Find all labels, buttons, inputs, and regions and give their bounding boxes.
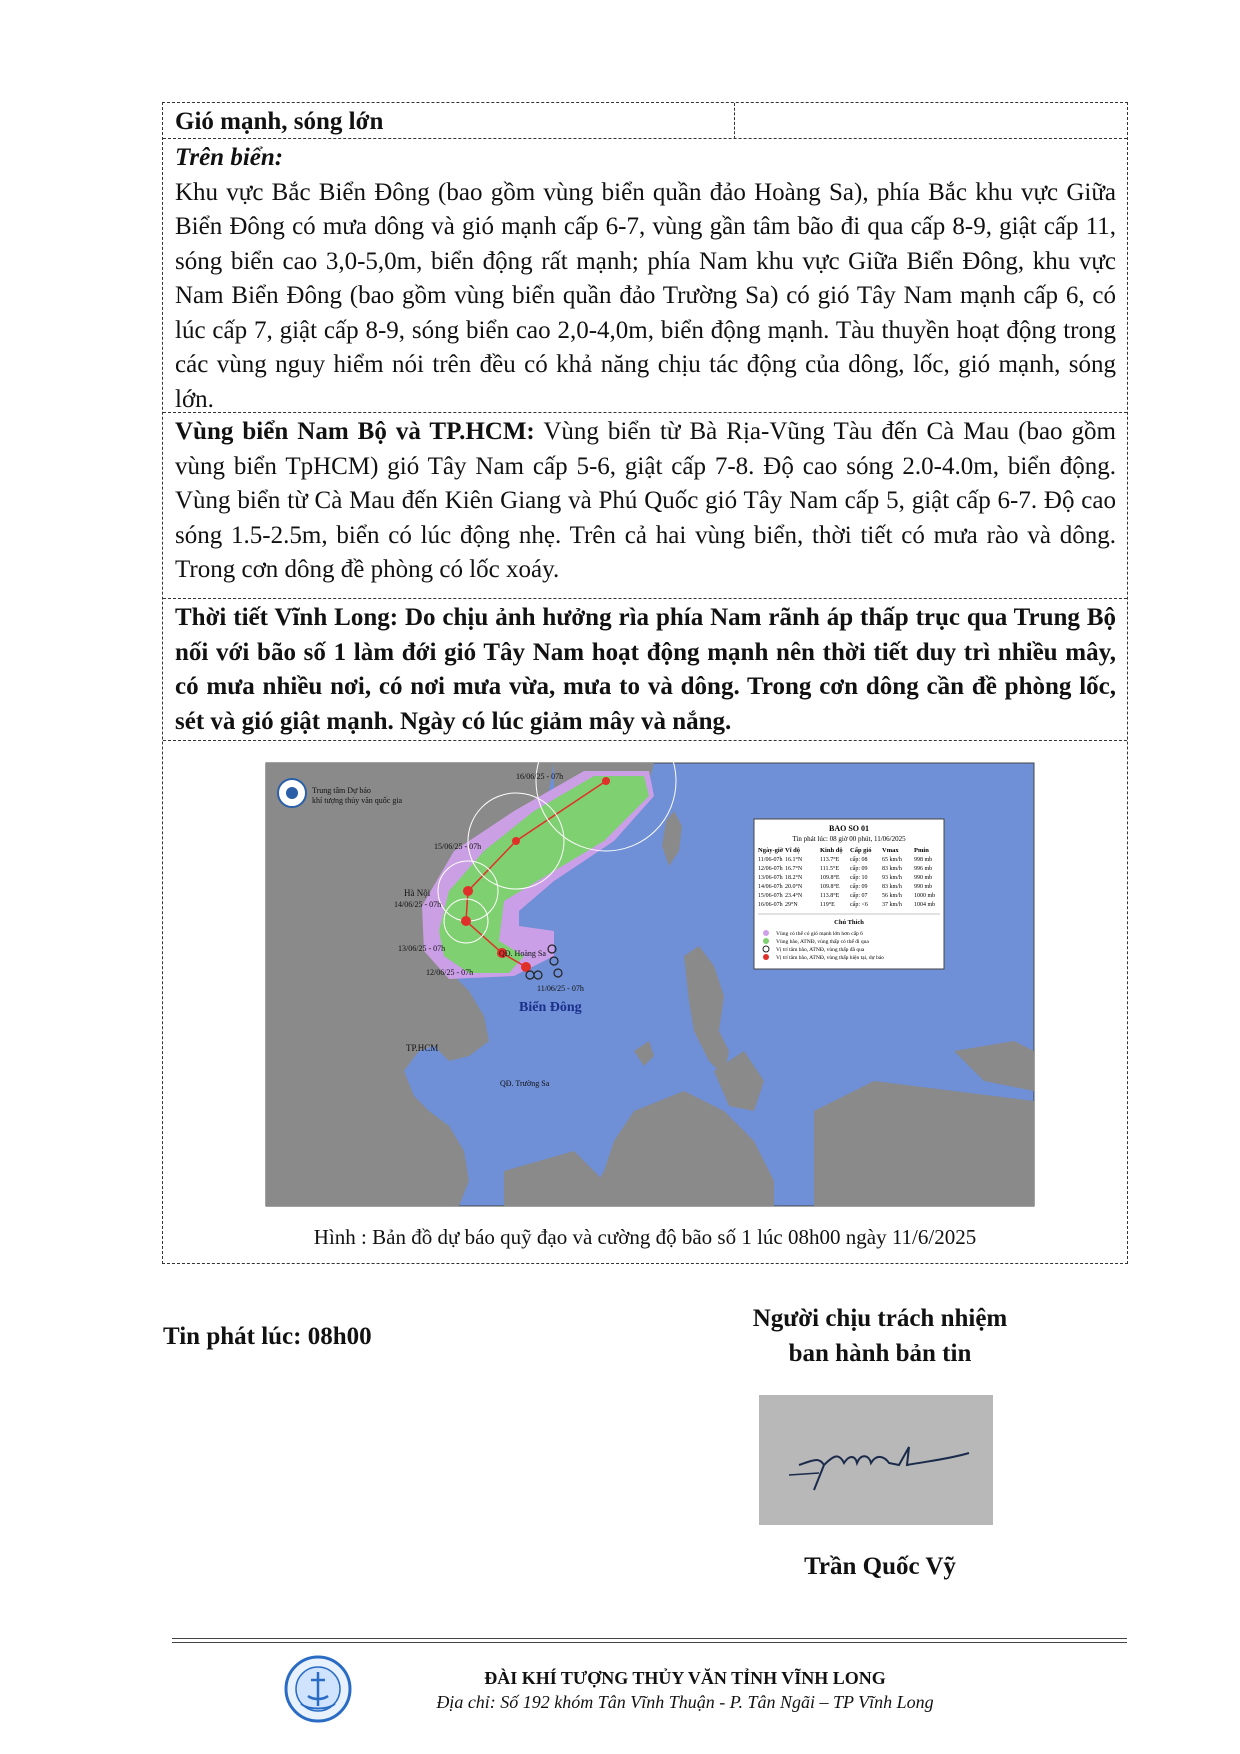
info-cell: 83 km/h — [882, 866, 902, 872]
legend-item: Vị trí tâm bão, ATNĐ, vùng thấp hiện tại, dự báo — [776, 955, 884, 961]
info-cell: 18.2°N — [785, 875, 803, 881]
info-cell: 23.4°N — [785, 893, 803, 899]
info-cell: 83 km/h — [882, 884, 902, 890]
footer-divider — [172, 1642, 1127, 1643]
info-cell: 16.1°N — [785, 857, 803, 863]
info-cell: cấp: 08 — [850, 857, 868, 863]
responsible-line-2: ban hành bản tin — [788, 1340, 972, 1367]
info-issued: Tin phát lúc: 08 giờ 00 phút, 11/06/2025 — [792, 835, 906, 843]
label-hcm: TP.HCM — [406, 1043, 439, 1053]
label-truongsa: QĐ. Trường Sa — [500, 1079, 550, 1088]
info-cell: 998 mb — [914, 857, 933, 863]
legend-item: Vùng bão, ATNĐ, vùng thấp có thể đi qua — [776, 939, 869, 945]
info-cell: 11/06-07h — [758, 857, 783, 863]
label-d13: 13/06/25 - 07h — [398, 944, 446, 953]
info-cell: 111.5°E — [820, 866, 840, 872]
info-cell: 15/06-07h — [758, 893, 783, 899]
map-caption: Hình : Bản đồ dự báo quỹ đạo và cường độ bão số 1 lúc 08h00 ngày 11/6/2025 — [313, 1225, 977, 1249]
south-body: Vùng biển từ Bà Rịa-Vũng Tàu đến Cà Mau (bao gồm vùng biển TpHCM) gió Tây Nam cấp 5-6, giật cấp 7-8. Độ cao sóng 2.0-4.0m, biển động. Vùng biển từ Cà Mau đến Kiên Giang và Phú Quốc gió Tây Nam cấp 5, giật cấp 6-7. Độ cao sóng 1.5-2.5m, biển có lúc động nhẹ. Trên cả hai vùng biển, thời tiết có mưa rào và dông. Trong cơn dông đề phòng có lốc xoáy. — [175, 418, 1117, 583]
label-biendong: Biển Đông — [519, 1000, 582, 1015]
info-cell: cấp: 09 — [850, 884, 868, 890]
info-cell: 12/06-07h — [758, 866, 783, 872]
info-cell: 1000 mb — [914, 893, 936, 899]
info-header: Pmin — [914, 847, 929, 854]
info-cell: 16/06-07h — [758, 902, 783, 908]
label-hanoi: Hà Nội — [404, 888, 431, 898]
footer-address: Địa chỉ: Số 192 khóm Tân Vĩnh Thuận - P. Tân Ngãi – TP Vĩnh Long — [436, 1692, 934, 1712]
info-cell: 990 mb — [914, 884, 933, 890]
info-cell: 20.0°N — [785, 884, 803, 890]
label-d14: 14/06/25 - 07h — [394, 900, 442, 909]
map-org-line2: khí tượng thủy văn quốc gia — [312, 796, 403, 805]
footer-divider — [172, 1638, 1127, 1639]
info-cell: 109.8°E — [820, 884, 840, 890]
info-cell: 119°E — [820, 902, 835, 908]
info-cell: cấp: 10 — [850, 875, 868, 881]
info-cell: 14/06-07h — [758, 884, 783, 890]
info-title: BAO SO 01 — [828, 824, 870, 833]
info-cell: 93 km/h — [882, 875, 902, 881]
legend-item: Vùng có thể có gió mạnh lớn hơn cấp 6 — [776, 931, 863, 937]
info-cell: 996 mb — [914, 866, 933, 872]
legend-title: Chú Thích — [834, 919, 864, 926]
bulletin-table — [162, 102, 1128, 1264]
label-d11: 11/06/25 - 07h — [537, 984, 584, 993]
label-d15: 15/06/25 - 07h — [434, 842, 482, 851]
info-cell: cấp: 09 — [850, 866, 868, 872]
info-header: Cấp gió — [850, 847, 872, 854]
row-title: Gió mạnh, sóng lớn — [175, 108, 384, 135]
info-cell: 13/06-07h — [758, 875, 783, 881]
info-cell: cấp: <6 — [850, 902, 868, 908]
info-cell: 1004 mb — [914, 902, 936, 908]
org-logo-icon — [283, 1654, 353, 1724]
info-cell: 990 mb — [914, 875, 933, 881]
storm-track-map — [254, 751, 1047, 1218]
issue-time: Tin phát lúc: 08h00 — [163, 1323, 372, 1350]
info-header: Vmax — [882, 847, 899, 854]
info-cell: 16.7°N — [785, 866, 803, 872]
table-row — [163, 103, 1127, 139]
sea-body: Khu vực Bắc Biển Đông (bao gồm vùng biển quần đảo Hoàng Sa), phía Bắc khu vực Giữa Biển Đông có mưa dông và gió mạnh cấp 6-7, vùng gần tâm bão đi qua cấp 8-9, giật cấp 11, sóng biển cao 3,0-5,0m, biển động rất mạnh; phía Nam khu vực Giữa Biển Đông, khu vực Nam Biển Đông (bao gồm vùng biển quần đảo Trường Sa) có gió Tây Nam mạnh cấp 6, có lúc cấp 7, giật cấp 8-9, sóng biển cao 2,0-4,0m, biển động mạnh. Tàu thuyền hoạt động trong các vùng nguy hiểm nói trên đều có khả năng chịu tác động của dông, lốc, gió mạnh, sóng lớn. — [175, 178, 1116, 413]
signature-image — [759, 1395, 993, 1525]
info-cell: 56 km/h — [882, 893, 902, 899]
responsible-line-1: Người chịu trách nhiệm — [752, 1305, 1008, 1332]
info-cell: 29°N — [785, 902, 798, 908]
info-header: Kinh độ — [820, 847, 843, 854]
info-cell: cấp: 07 — [850, 893, 868, 899]
table-row — [163, 599, 1127, 741]
table-row — [163, 413, 1127, 599]
signer-name: Trần Quốc Vỹ — [804, 1553, 956, 1580]
table-row — [163, 139, 1127, 413]
label-hoangsa: QĐ. Hoàng Sa — [499, 949, 546, 958]
south-heading: Vùng biển Nam Bộ và TP.HCM: — [175, 418, 535, 445]
footer-org-name: ĐÀI KHÍ TƯỢNG THỦY VĂN TỈNH VĨNH LONG — [484, 1668, 886, 1688]
info-cell: 65 km/h — [882, 857, 902, 863]
label-d16: 16/06/25 - 07h — [516, 772, 564, 781]
legend-item: Vị trí tâm bão, ATNĐ, vùng thấp đã qua — [776, 947, 865, 953]
map-org-line1: Trung tâm Dự báo — [312, 786, 371, 795]
sea-heading: Trên biển: — [175, 144, 284, 171]
info-cell: 109.8°E — [820, 875, 840, 881]
info-header: Ngày-giờ — [758, 847, 784, 854]
info-cell: 113.8°E — [820, 893, 840, 899]
info-cell: 113.7°E — [820, 857, 840, 863]
info-header: Vĩ độ — [785, 847, 800, 854]
info-cell: 37 km/h — [882, 902, 902, 908]
label-d12: 12/06/25 - 07h — [426, 968, 474, 977]
vinhlong-weather: Thời tiết Vĩnh Long: Do chịu ảnh hưởng rìa phía Nam rãnh áp thấp trục qua Trung Bộ nối với bão số 1 làm đới gió Tây Nam hoạt động mạnh nên thời tiết duy trì nhiều mây, có mưa nhiều nơi, có nơi mưa vừa, mưa to và dông. Trong cơn dông cần đề phòng lốc, sét và gió giật mạnh. Ngày có lúc giảm mây và nắng. — [175, 604, 1116, 735]
column-divider — [734, 103, 735, 139]
